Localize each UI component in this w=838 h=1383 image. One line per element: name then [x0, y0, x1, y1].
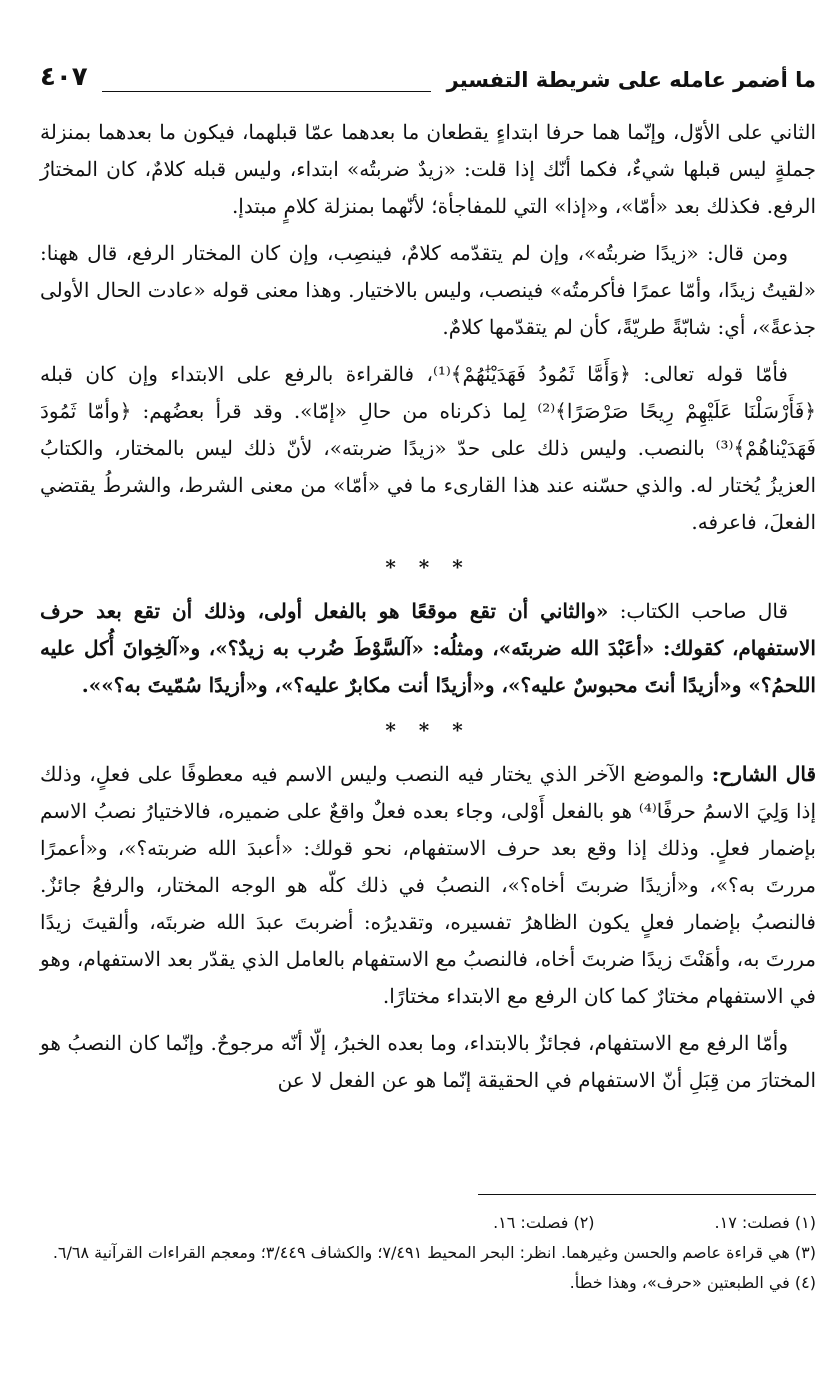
- paragraph-4-lead: قال صاحب الكتاب:: [619, 599, 789, 623]
- paragraph-4: [40, 593, 816, 704]
- running-header: [40, 52, 816, 92]
- paragraph-5: [40, 756, 816, 1015]
- paragraph-1: الثاني على الأوّل، وإنّما هما حرفا ابتداءٍ يقطعان ما بعدهما عمّا قبلهما، فيكون ما بعدهما بمنزلة جملةٍ ليس قبلها شيءٌ، فكما أنّك إذا قلت: «زيدٌ ضربتُه» ابتداء، وليس قبله كلامٌ، كان المختارُ الرفع. فكذلك بعد «أمّا»، و«إذا» التي للمفاجأة؛ لأنّهما بمنزلة كلامٍ مبتدإ.: [40, 120, 817, 218]
- paragraph-6: وأمّا الرفع مع الاستفهام، فجائزٌ بالابتداء، وما بعده الخبرُ، إلّا أنّه مرجوحٌ. وإنّما كان النصبُ هو المختارَ من قِبَلِ أنّ الاستفهام في الحقيقة إنّما هو عن الفعل لا عن: [40, 1031, 816, 1092]
- header-title: ما أضمر عامله على شريطة التفسير: [446, 68, 816, 92]
- footnote-3: (٣) هي قراءة عاصم والحسن وغيرهما. انظر: البحر المحيط ٧/٤٩١؛ والكشاف ٣/٤٤٩؛ ومعجم القراءات القرآنية ٦/٦٨.: [52, 1243, 816, 1262]
- paragraph-3: فأمّا قوله تعالى: ﴿وَأَمَّا ثَمُودُ فَهَدَيْنَٰهُمْ﴾⁽¹⁾، فالقراءة بالرفع على الابتداء وإن كان قبله ﴿فَأَرْسَلْنَا عَلَيْهِمْ رِيحًا صَرْصَرًا﴾⁽²⁾ لِما ذكرناه من حالِ «إمّا». وقد قرأ بعضُهم: ﴿وأمّا ثَمُودَ فَهَدَيْناهُمْ﴾⁽³⁾ بالنصب. وليس ذلك على حدّ «زيدًا ضربته»، لأنّ ذلك ليس بالمختار، والكتابُ العزيزُ يُختار له. والذي حسّنه عند هذا القارىء ما في «أمّا» من معنى الشرط، والشرطُ يقتضي الفعلَ، فاعرفه.: [40, 362, 816, 534]
- footnotes: [40, 1208, 816, 1298]
- header-rule: [102, 77, 431, 92]
- section-separator-2: * * *: [385, 718, 471, 742]
- footnote-1: (١) فصلت: ١٧.: [714, 1213, 816, 1232]
- paragraph-5-lead: قال الشارح:: [711, 762, 816, 786]
- page-body: [40, 114, 816, 1109]
- page-number: ٤٠٧: [40, 62, 88, 92]
- footnote-2: (٢) فصلت: ١٦.: [493, 1213, 595, 1232]
- paragraph-4-quote: «والثاني أن تقع موقعًا هو بالفعل أولى، وذلك أن تقع بعد حرف الاستفهام، كقولك: «أعَبْدَ الله ضربتَه»، ومثلُه: «آلسَّوْطَ ضُرب به زيدٌ؟»، و«آلخِوانَ أُكل عليه اللحمُ؟» و«أزيدًا أنتَ محبوسٌ عليه؟»، و«أزيدًا أنت مكابرٌ عليه؟»، و«أزيدًا سُمّيتَ به؟»».: [40, 599, 816, 697]
- paragraph-5-text: والموضع الآخر الذي يختار فيه النصب وليس الاسم فيه معطوفًا على فعلٍ، وذلك إذا وَلِيَ الاسمُ حرفًا⁽⁴⁾ هو بالفعل أَوْلى، وجاء بعده فعلٌ واقعٌ على ضميره، فالاختيارُ نصبُ الاسم بإضمار فعلٍ. وذلك إذا وقع بعد حرف الاستفهام، نحو قولك: «أعبدَ الله ضربته؟»، و«أعمرًا مررتَ به؟»، و«أزيدًا ضربتَ أخاه؟»، النصبُ في ذلك كلّه هو الوجه المختار، والرفعُ جائزٌ. فالنصبُ بإضمار فعلٍ يكون الظاهرُ تفسيره، وتقديرُه: أضربتَ عبدَ الله ضربتَه، وألقيتَ زيدًا مررتَ به، وأهَنْتَ زيدًا ضربتَ أخاه، فالنصبُ مع الاستفهام بالعامل الذي يقدّر بعد الاستفهام، وهو في الاستفهام مختارٌ كما كان الرفع مع الابتداء مختارًا.: [40, 762, 817, 1008]
- section-separator-1: * * *: [385, 555, 471, 579]
- footnote-rule: [478, 1194, 816, 1195]
- footnote-row-1: [40, 1208, 816, 1238]
- footnote-4: (٤) في الطبعتين «حرف»، وهذا خطأ.: [569, 1273, 816, 1292]
- paragraph-2: ومن قال: «زيدًا ضربتُه»، وإن لم يتقدّمه كلامٌ، فينصِب، وإن كان المختار الرفع، قال ههنا: «لقيتُ زيدًا، وأمّا عمرًا فأكرمتُه» فينصب، وليس بالاختيار. وهذا معنى قوله «عادت الحال الأولى جذعةً»، أي: شابّةً طريّةً، كأن لم يتقدّمها كلامٌ.: [40, 241, 816, 339]
